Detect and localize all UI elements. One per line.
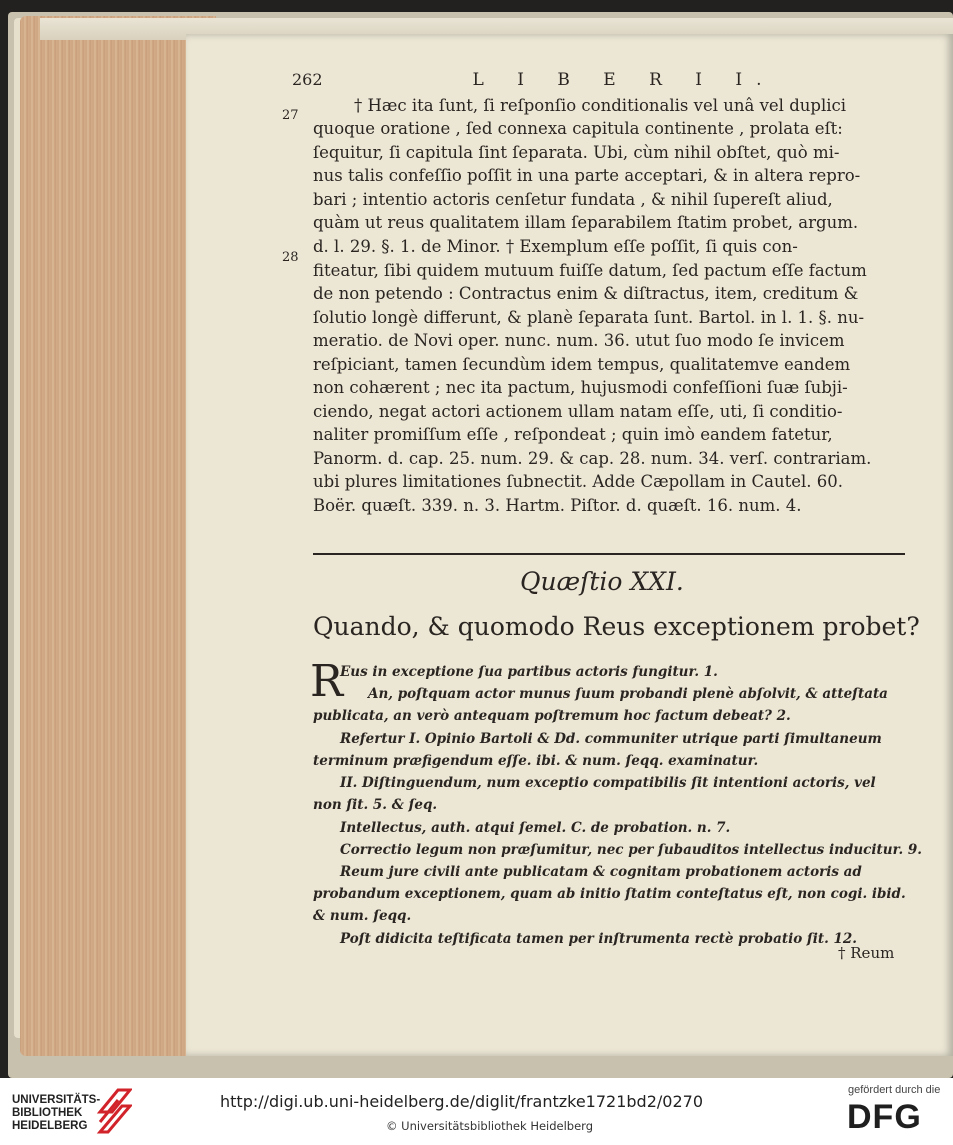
text-line: ſequitur, ſi capitula ſint ſeparata. Ubi, cùm nihil obſtet, quò mi- <box>313 143 840 162</box>
library-logo-icon[interactable] <box>96 1086 132 1136</box>
book-page <box>186 34 953 1056</box>
summary-line: Correctio legum non præſumitur, nec per ſubauditos intellectus inducitur. 9. <box>340 842 922 858</box>
section-rule <box>313 553 905 555</box>
text-line: naliter promiſſum eſſe , reſpondeat ; quin imò eandem fatetur, <box>313 425 833 444</box>
text-line: meratio. de Novi oper. nunc. num. 36. utut ſuo modo ſe invicem <box>313 331 845 350</box>
library-name-line: BIBLIOTHEK <box>12 1107 83 1119</box>
library-name-line: HEIDELBERG <box>12 1120 88 1132</box>
text-line: non cohærent ; nec ita pactum, hujusmodi confeſſioni ſuæ ſubji- <box>313 378 848 397</box>
summary-line: Reum jure civili ante publicatam & cognitam probationem actoris ad <box>340 864 862 880</box>
running-header <box>292 70 776 90</box>
funder-caption: gefördert durch die <box>848 1084 941 1096</box>
summary-line: Refertur I. Opinio Bartoli & Dd. communiter utrique parti ſimultaneum <box>340 731 882 747</box>
text-line: Boër. quæſt. 339. n. 3. Hartm. Piſtor. d. quæſt. 16. num. 4. <box>313 496 802 515</box>
text-line: † Hæc ita ſunt, ſi reſponſio conditionalis vel unâ vel duplici <box>354 96 847 115</box>
summary-line: Poſt didicita teſtificata tamen per inſtrumenta rectè probatio ſit. 12. <box>340 931 857 947</box>
text-line: fiteatur, ſibi quidem mutuum fuiſſe datum, ſed pactum eſſe factum <box>313 261 867 280</box>
text-line: ſolutio longè differunt, & planè ſeparata ſunt. Bartol. in l. 1. §. nu- <box>313 308 865 327</box>
summary-line: publicata, an verò antequam poſtremum hoc factum debeat? 2. <box>313 708 791 724</box>
text-line: quàm ut reus qualitatem illam ſeparabilem ſtatim probet, argum. <box>313 213 859 232</box>
running-title: L I B E R I I. <box>472 70 776 90</box>
summary-line: Intellectus, auth. atqui ſemel. C. de probation. n. 7. <box>340 820 731 836</box>
text-line: d. l. 29. §. 1. de Minor. † Exemplum eſſe poſſit, ſi quis con- <box>313 237 798 256</box>
text-line: reſpiciant, tamen ſecundùm idem tempus, qualitatemve eandem <box>313 355 851 374</box>
summary-line: probandum exceptionem, quam ab initio ſtatim conteſtatus eſt, non cogi. ibid. <box>313 886 906 902</box>
text-line: ubi plures limitationes ſubnectit. Adde Cæpollam in Cautel. 60. <box>313 472 843 491</box>
catchword: † Reum <box>838 944 895 962</box>
summary-line: Eus in exceptione ſua partibus actoris fungitur. 1. <box>340 664 718 680</box>
text-line: Panorm. d. cap. 25. num. 29. & cap. 28. num. 34. verſ. contrariam. <box>313 449 872 468</box>
summary-line: non ſit. 5. & ſeq. <box>313 797 438 813</box>
text-line: quoque oratione , ſed connexa capitula continente , prolata eſt: <box>313 119 843 138</box>
text-line: ciendo, negat actori actionem ullam natam eſſe, uti, ſi conditio- <box>313 402 843 421</box>
text-line: de non petendo : Contractus enim & diſtractus, item, creditum & <box>313 284 859 303</box>
summary-line: II. Diſtinguendum, num exceptio compatibilis ſit intentioni actoris, vel <box>340 775 876 791</box>
margin-number: 27 <box>282 108 299 123</box>
summary-line: & num. ſeqq. <box>313 908 412 924</box>
margin-number: 28 <box>282 250 299 265</box>
permalink-url[interactable]: http://digi.ub.uni-heidelberg.de/diglit/frantzke1721bd2/0270 <box>220 1092 703 1111</box>
text-line: nus talis confeſſio poſſit in una parte acceptari, & in altera repro- <box>313 166 861 185</box>
library-name-line: UNIVERSITÄTS- <box>12 1094 101 1106</box>
text-line: bari ; intentio actoris cenſetur fundata , & nihil ſupereſt aliud, <box>313 190 833 209</box>
library-logo-text[interactable] <box>12 1094 100 1133</box>
question-title: Quando, & quomodo Reus exceptionem probet? <box>313 612 920 641</box>
summary-line: terminum præfigendum eſſe. ibi. & num. ſeqq. examinatur. <box>313 753 759 769</box>
summary-line: An, poſtquam actor munus ſuum probandi plenè abſolvit, & atteſtata <box>368 686 888 702</box>
drop-cap: R <box>310 656 344 707</box>
question-number: Quæſtio XXI. <box>520 567 684 596</box>
page-number: 262 <box>292 70 323 89</box>
viewer-footer <box>0 1078 953 1145</box>
dfg-logo[interactable]: DFG <box>847 1098 922 1136</box>
copyright-notice: © Universitätsbibliothek Heidelberg <box>386 1119 594 1133</box>
